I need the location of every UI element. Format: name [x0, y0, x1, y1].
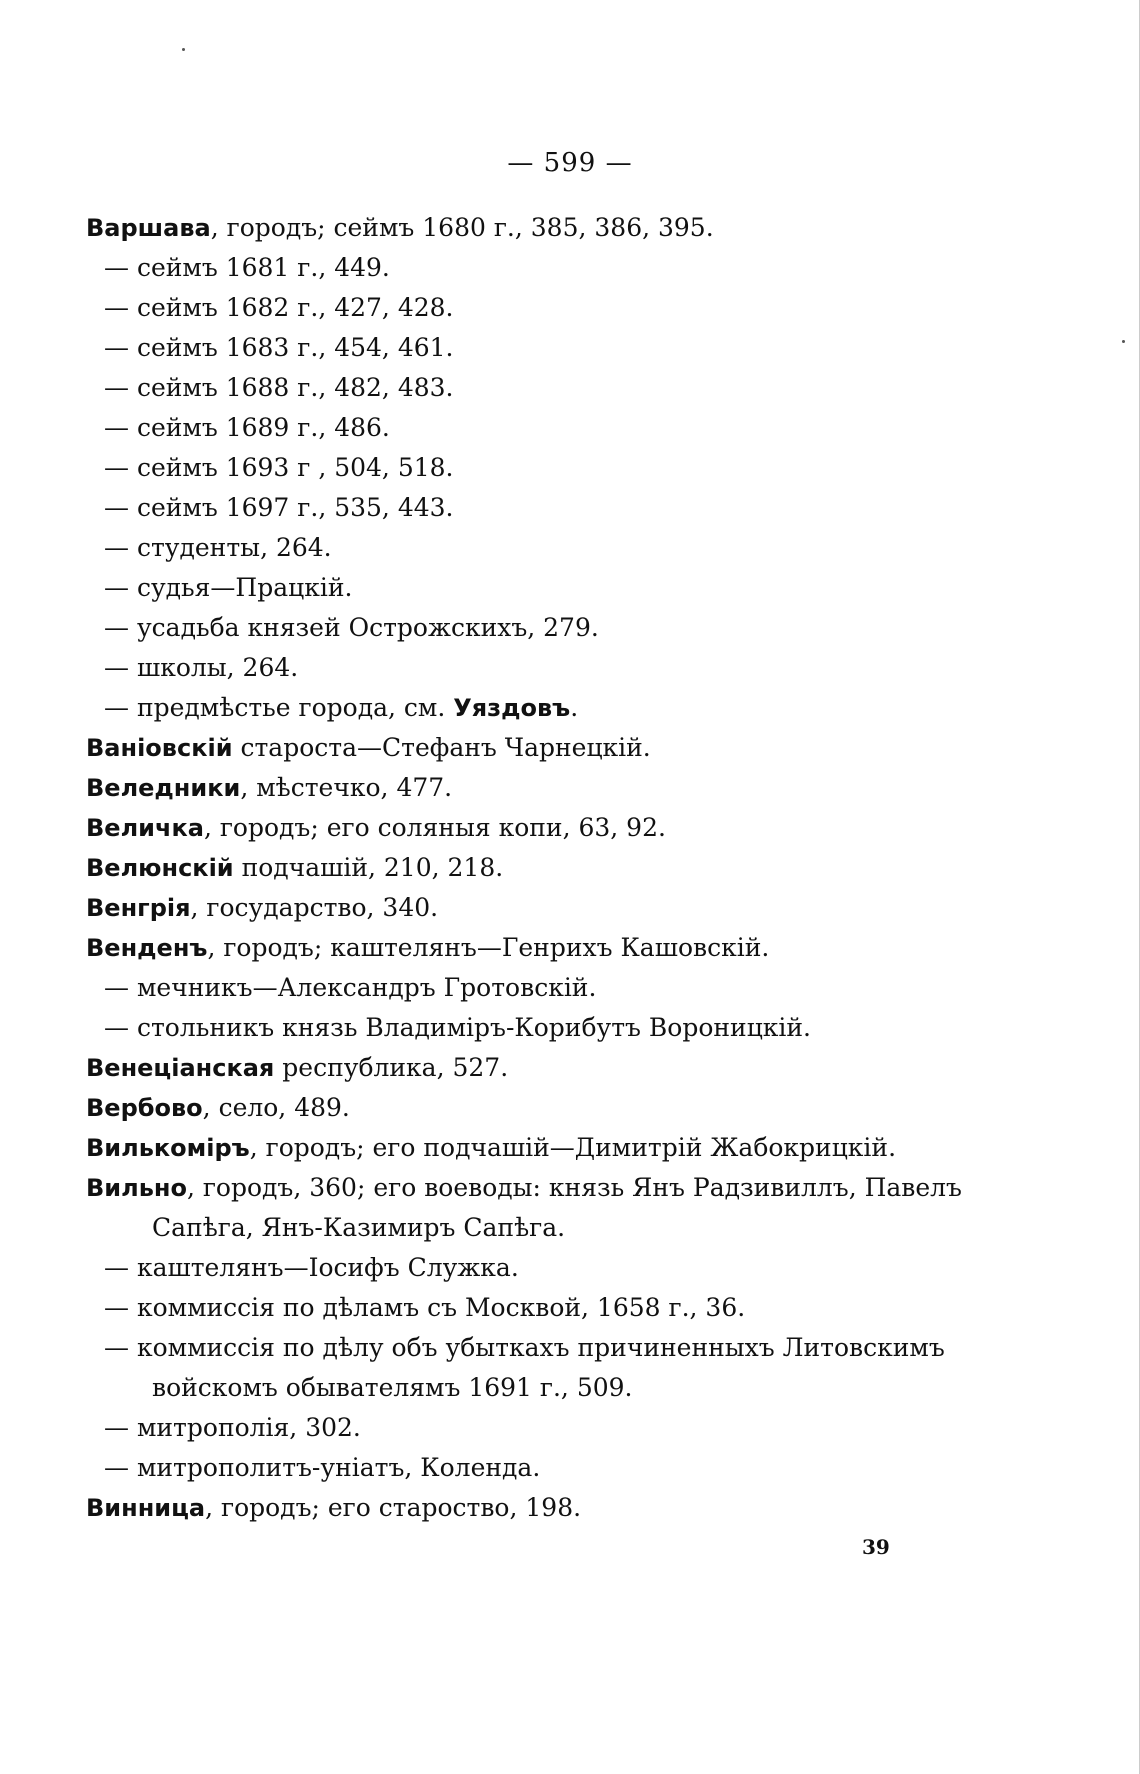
index-entry: [86, 1128, 926, 1168]
entry-dash: —: [104, 373, 129, 402]
entry-heading: Величка: [86, 814, 204, 842]
entry-heading: Ваніовскій: [86, 734, 233, 762]
entry-heading: Вильно: [86, 1174, 187, 1202]
entry-dash: —: [104, 333, 129, 362]
entry-text: сеймъ 1682 г., 427, 428.: [129, 293, 454, 322]
index-subentry: [86, 288, 926, 328]
entry-continuation: Сапѣга, Янъ-Казимиръ Сапѣга.: [152, 1213, 566, 1242]
entry-continuation: войскомъ обывателямъ 1691 г., 509.: [152, 1373, 633, 1402]
index-entry: [86, 768, 926, 808]
entry-dash: —: [104, 413, 129, 442]
entry-text: , мѣстечко, 477.: [240, 773, 453, 802]
index-subentry: [86, 568, 926, 608]
printer-signature-mark: 39: [862, 1535, 890, 1559]
index-subentry: [86, 1408, 926, 1448]
entry-text: , городъ; его староство, 198.: [205, 1493, 582, 1522]
entry-text: подчашій, 210, 218.: [233, 853, 504, 882]
entry-dash: —: [104, 293, 129, 322]
entry-heading: Вербово: [86, 1094, 203, 1122]
entry-dash: —: [104, 493, 129, 522]
entry-dash: —: [104, 573, 129, 602]
entry-text: каштелянъ—Іосифъ Служка.: [129, 1253, 519, 1282]
index-subentry: [86, 1328, 945, 1368]
entry-heading: Венденъ: [86, 934, 208, 962]
entry-text: судья—Працкій.: [129, 573, 353, 602]
index-entry: [86, 1088, 926, 1128]
entry-dash: —: [104, 973, 129, 1002]
entry-text: сеймъ 1683 г., 454, 461.: [129, 333, 454, 362]
entry-dash: —: [104, 1253, 129, 1282]
entry-text: предмѣстье города, см.: [129, 693, 454, 722]
index-subentry: [86, 1008, 926, 1048]
index-subentry: [86, 248, 926, 288]
entry-dash: —: [104, 1453, 129, 1482]
entry-dash: —: [104, 1333, 129, 1362]
index-entry: [86, 808, 926, 848]
index-entry: [86, 208, 926, 248]
entry-dash: —: [104, 533, 129, 562]
index-subentry: [86, 1448, 926, 1488]
entry-text: коммиссія по дѣламъ съ Москвой, 1658 г., 36.: [129, 1293, 746, 1322]
entry-text: стольникъ князь Владиміръ-Корибутъ Вороницкій.: [129, 1013, 812, 1042]
entry-text: сеймъ 1681 г., 449.: [129, 253, 390, 282]
entry-text: сеймъ 1689 г., 486.: [129, 413, 390, 442]
entry-text: , городъ; каштелянъ—Генрихъ Кашовскій.: [207, 933, 770, 962]
index-entry: [86, 848, 926, 888]
cross-reference: Уяздовъ: [453, 694, 571, 722]
entry-dash: —: [104, 253, 129, 282]
index-entry: [86, 888, 926, 928]
index-subentry: [86, 528, 926, 568]
entry-heading: Велюнскій: [86, 854, 234, 882]
entry-text: студенты, 264.: [129, 533, 332, 562]
index-subentry: [86, 368, 926, 408]
index-entries: [86, 208, 962, 1528]
entry-text: , городъ, 360; его воеводы: князь Янъ Радзивиллъ, Павелъ: [186, 1173, 962, 1202]
index-entry: [86, 1048, 926, 1088]
index-entry: [86, 1168, 962, 1208]
entry-text: мечникъ—Александръ Гротовскій.: [129, 973, 597, 1002]
index-subentry: [86, 968, 926, 1008]
index-subentry: [86, 408, 926, 448]
scan-speck: [1122, 340, 1125, 343]
entry-text: сеймъ 1693 г , 504, 518.: [129, 453, 454, 482]
entry-text: , городъ; его подчашій—Димитрій Жабокрицкій.: [249, 1133, 897, 1162]
entry-heading: Венеціанская: [86, 1054, 275, 1082]
index-entry: [86, 728, 926, 768]
entry-dash: —: [104, 1413, 129, 1442]
index-subentry: [86, 488, 926, 528]
index-subentry: [86, 448, 926, 488]
entry-dash: —: [104, 653, 129, 682]
index-entry: [86, 928, 926, 968]
scan-speck: [182, 48, 185, 51]
entry-text: , государство, 340.: [190, 893, 439, 922]
entry-dash: —: [104, 693, 129, 722]
index-subentry: [86, 1248, 926, 1288]
entry-dash: —: [104, 1293, 129, 1322]
entry-text: коммиссія по дѣлу объ убыткахъ причиненныхъ Литовскимъ: [129, 1333, 945, 1362]
entry-dash: —: [104, 1013, 129, 1042]
entry-text: школы, 264.: [129, 653, 299, 682]
entry-text: сеймъ 1697 г., 535, 443.: [129, 493, 454, 522]
entry-heading: Вилькоміръ: [86, 1134, 250, 1162]
index-subentry: [86, 648, 926, 688]
entry-text: сеймъ 1688 г., 482, 483.: [129, 373, 454, 402]
entry-text: митрополитъ-уніатъ, Коленда.: [129, 1453, 541, 1482]
entry-text: , городъ; его соляныя копи, 63, 92.: [203, 813, 666, 842]
entry-heading: Веледники: [86, 774, 241, 802]
index-subentry: [86, 1288, 926, 1328]
entry-dash: —: [104, 453, 129, 482]
entry-heading: Варшава: [86, 214, 211, 242]
entry-text: , село, 489.: [202, 1093, 350, 1122]
entry-text-end: .: [570, 693, 579, 722]
entry-text: митрополія, 302.: [129, 1413, 361, 1442]
index-subentry: [86, 688, 926, 728]
entry-dash: —: [104, 613, 129, 642]
entry-heading: Винница: [86, 1494, 206, 1522]
entry-heading: Венгрія: [86, 894, 191, 922]
page-number: — 599 —: [507, 148, 633, 178]
index-subentry: [86, 328, 926, 368]
entry-text: староста—Стефанъ Чарнецкій.: [232, 733, 651, 762]
index-entry: [86, 1488, 926, 1528]
entry-text: усадьба князей Острожскихъ, 279.: [129, 613, 599, 642]
index-subentry: [86, 608, 926, 648]
entry-text: , городъ; сеймъ 1680 г., 385, 386, 395.: [210, 213, 714, 242]
entry-text: республика, 527.: [274, 1053, 509, 1082]
